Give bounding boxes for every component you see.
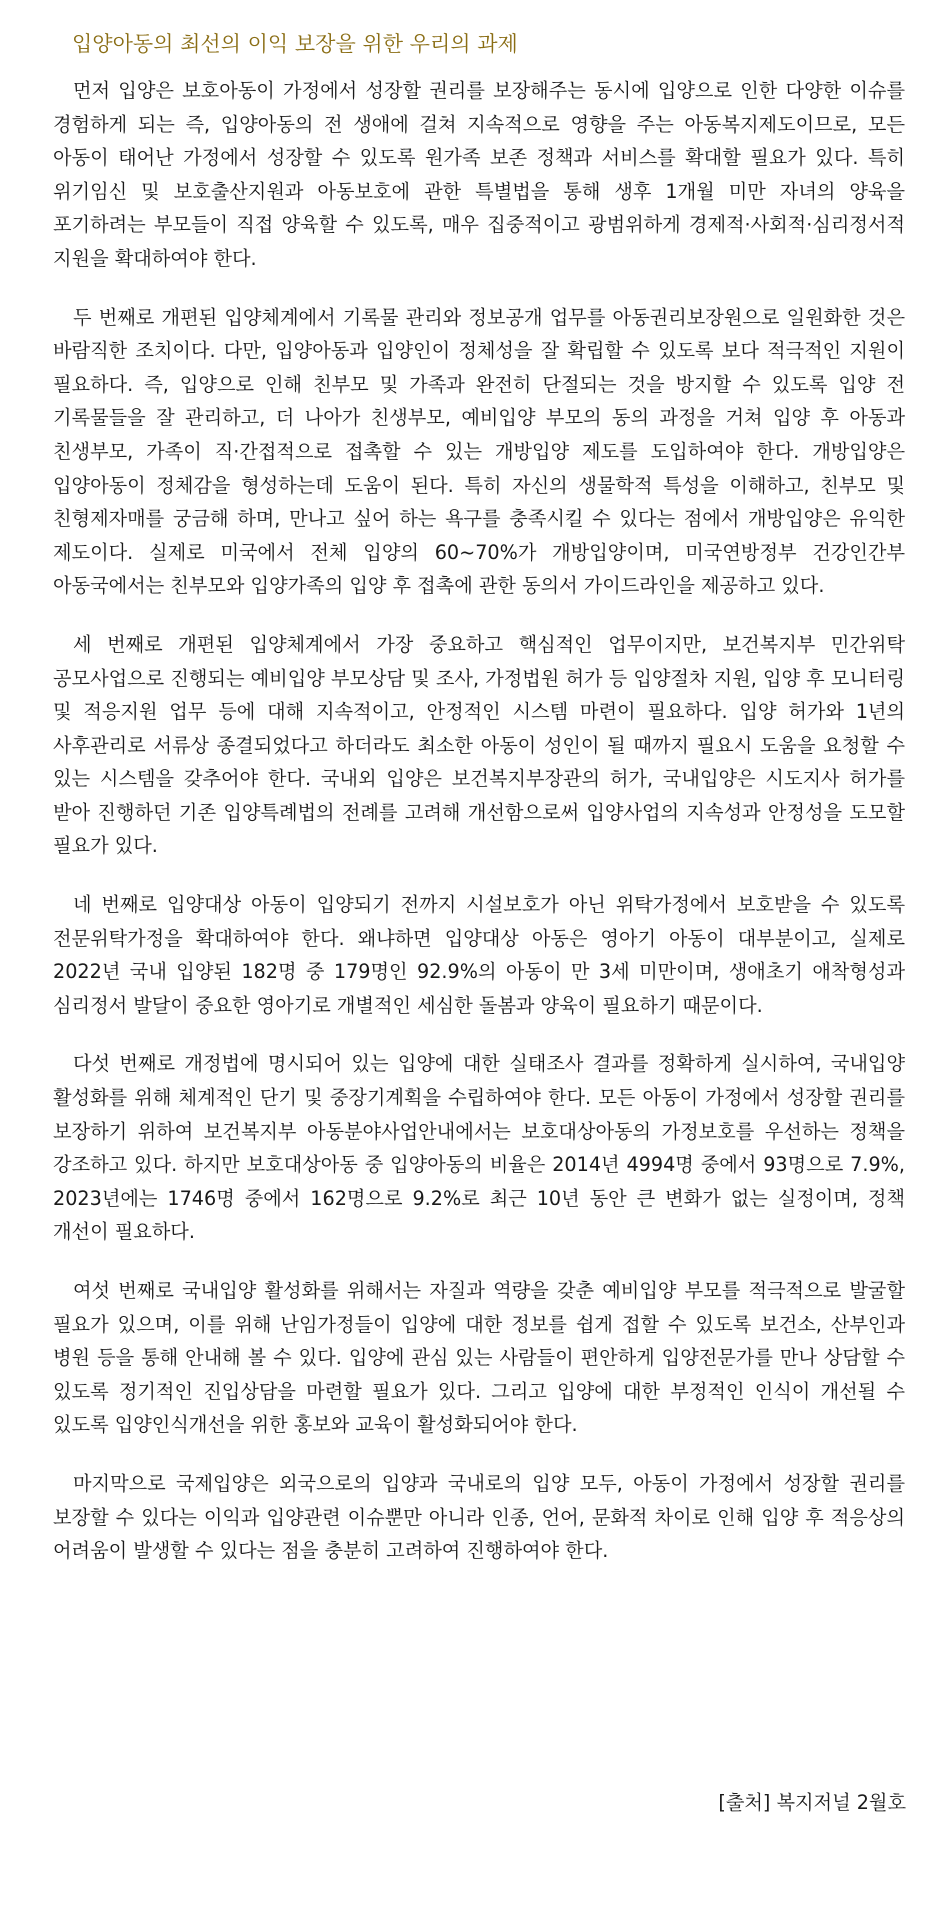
- paragraph-6: 여섯 번째로 국내입양 활성화를 위해서는 자질과 역량을 갖춘 예비입양 부모를 적극적으로 발굴할 필요가 있으며, 이를 위해 난임가정들이 입양에 대한 정보를 쉽게 접할 수 있도록 보건소, 산부인과 병원 등을 통해 안내해 볼 수 있다. 입양에 관심 있는 사람들이 편안하게 입양전문가를 만나 상담할 수 있도록 정기적인 진입상담을 마련할 필요가 있다. 그리고 입양에 대한 부정적인 인식이 개선될 수 있도록 입양인식개선을 위한 홍보와 교육이 활성화되어야 한다.: [53, 1279, 905, 1437]
- paragraph-5: 다섯 번째로 개정법에 명시되어 있는 입양에 대한 실태조사 결과를 정확하게 실시하여, 국내입양 활성화를 위해 체계적인 단기 및 중장기계획을 수립하여야 한다. 모든 아동이 가정에서 성장할 권리를 보장하기 위하여 보건복지부 아동분야사업안내에서는 보호대상아동의 가정보호를 우선하는 정책을 강조하고 있다. 하지만 보호대상아동 중 입양아동의 비율은 2014년 4994명 중에서 93명으로 7.9%, 2023년에는 1746명 중에서 162명으로 9.2%로 최근 10년 동안 큰 변화가 없는 실정이며, 정책 개선이 필요하다.: [53, 1052, 905, 1244]
- source-citation: [출처] 복지저널 2월호: [718, 1791, 906, 1814]
- paragraph-1: 먼저 입양은 보호아동이 가정에서 성장할 권리를 보장해주는 동시에 입양으로 인한 다양한 이슈를 경험하게 되는 즉, 입양아동의 전 생애에 걸쳐 지속적으로 영향을 주는 아동복지제도이므로, 모든 아동이 태어난 가정에서 성장할 수 있도록 원가족 보존 정책과 서비스를 확대할 필요가 있다. 특히 위기임신 및 보호출산지원과 아동보호에 관한 특별법을 통해 생후 1개월 미만 자녀의 양육을 포기하려는 부모들이 직접 양육할 수 있도록, 매우 집중적이고 광범위하게 경제적·사회적·심리정서적 지원을 확대하여야 한다.: [53, 79, 905, 270]
- article-body: [53, 74, 905, 1593]
- paragraph-2: 두 번째로 개편된 입양체계에서 기록물 관리와 정보공개 업무를 아동권리보장원으로 일원화한 것은 바람직한 조치이다. 다만, 입양아동과 입양인이 정체성을 잘 확립할 수 있도록 보다 적극적인 지원이 필요하다. 즉, 입양으로 인해 친부모 및 가족과 완전히 단절되는 것을 방지할 수 있도록 입양 전 기록물들을 잘 관리하고, 더 나아가 친생부모, 예비입양 부모의 동의 과정을 거쳐 입양 후 아동과 친생부모, 가족이 직·간접적으로 접촉할 수 있는 개방입양 제도를 도입하여야 한다. 개방입양은 입양아동이 정체감을 형성하는데 도움이 된다. 특히 자신의 생물학적 특성을 이해하고, 친부모 및 친형제자매를 궁금해 하며, 만나고 싶어 하는 욕구를 충족시킬 수 있다는 점에서 개방입양은 유익한 제도이다. 실제로 미국에서 전체 입양의 60~70%가 개방입양이며, 미국연방정부 건강인간부 아동국에서는 친부모와 입양가족의 입양 후 접촉에 관한 동의서 가이드라인을 제공하고 있다.: [53, 305, 905, 598]
- paragraph-4: 네 번째로 입양대상 아동이 입양되기 전까지 시설보호가 아닌 위탁가정에서 보호받을 수 있도록 전문위탁가정을 확대하여야 한다. 왜냐하면 입양대상 아동은 영아기 아동이 대부분이고, 실제로 2022년 국내 입양된 182명 중 179명인 92.9%의 아동이 만 3세 미만이며, 생애초기 애착형성과 심리정서 발달이 중요한 영아기로 개별적인 세심한 돌봄과 양육이 필요하기 때문이다.: [53, 893, 905, 1017]
- paragraph-3: 세 번째로 개편된 입양체계에서 가장 중요하고 핵심적인 업무이지만, 보건복지부 민간위탁 공모사업으로 진행되는 예비입양 부모상담 및 조사, 가정법원 허가 등 입양절차 지원, 입양 후 모니터링 및 적응지원 업무 등에 대해 지속적이고, 안정적인 시스템 마련이 필요하다. 입양 허가와 1년의 사후관리로 서류상 종결되었다고 하더라도 최소한 아동이 성인이 될 때까지 필요시 도움을 요청할 수 있는 시스템을 갖추어야 한다. 국내외 입양은 보건복지부장관의 허가, 국내입양은 시도지사 허가를 받아 진행하던 기존 입양특례법의 전례를 고려해 개선함으로써 입양사업의 지속성과 안정성을 도모할 필요가 있다.: [53, 632, 905, 858]
- article-title: 입양아동의 최선의 이익 보장을 위한 우리의 과제: [72, 32, 518, 56]
- paragraph-7: 마지막으로 국제입양은 외국으로의 입양과 국내로의 입양 모두, 아동이 가정에서 성장할 권리를 보장할 수 있다는 이익과 입양관련 이슈뿐만 아니라 인종, 언어, 문화적 차이로 인해 입양 후 적응상의 어려움이 발생할 수 있다는 점을 충분히 고려하여 진행하여야 한다.: [53, 1471, 905, 1563]
